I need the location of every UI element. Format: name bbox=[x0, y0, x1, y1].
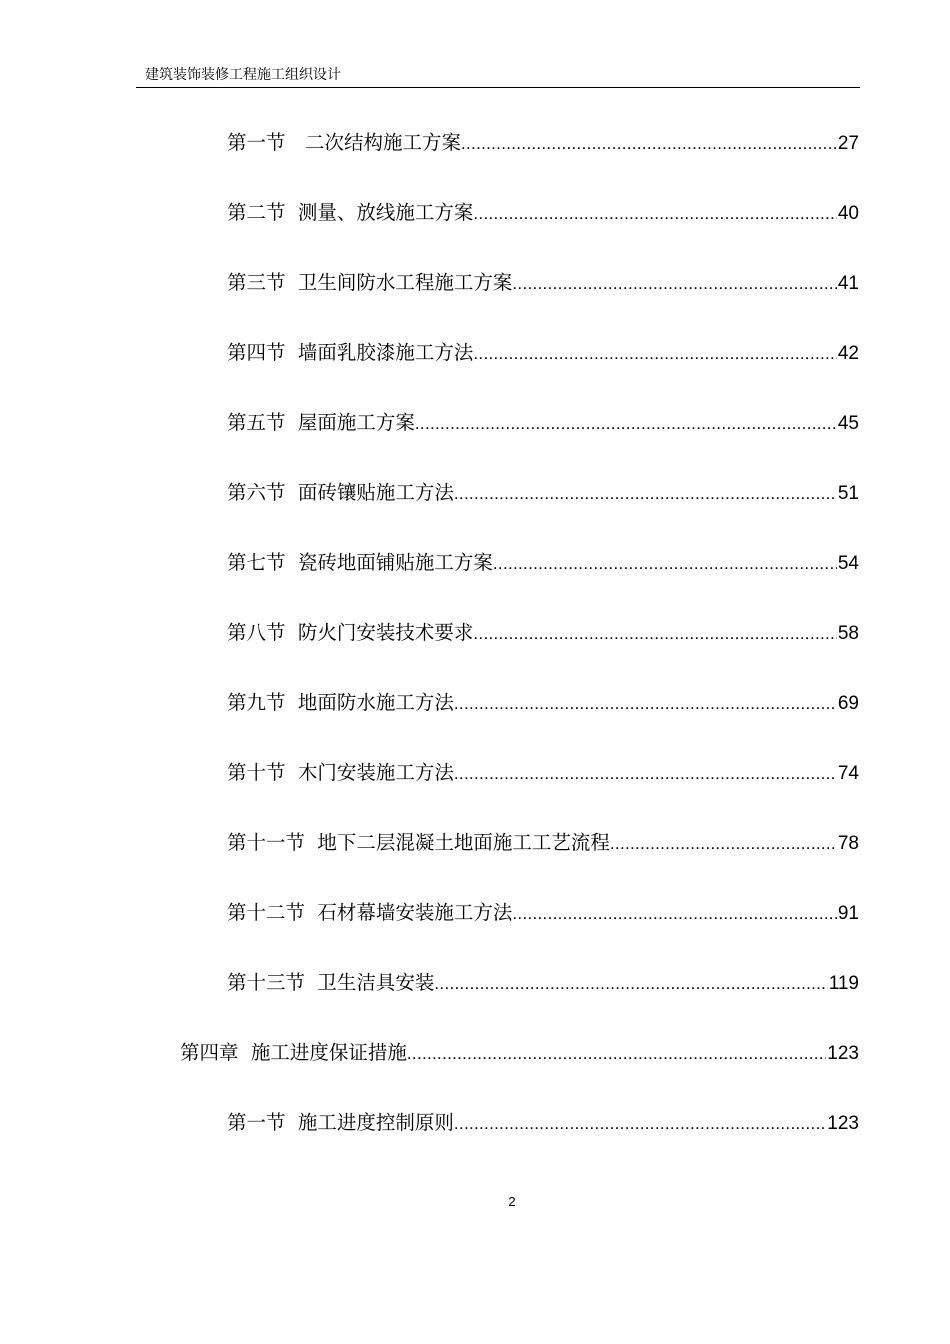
toc-entry-label: 第四节 墙面乳胶漆施工方法 bbox=[227, 341, 474, 364]
toc-leader-dots bbox=[473, 621, 836, 647]
toc-entry-page: 45 bbox=[837, 413, 859, 434]
toc-leader-dots bbox=[512, 901, 836, 927]
toc-leader-dots bbox=[434, 971, 827, 997]
toc-entry-label: 第十一节 地下二层混凝土地面施工工艺流程 bbox=[227, 831, 610, 854]
toc-leader-dots bbox=[454, 481, 837, 507]
toc-entry-page: 27 bbox=[837, 133, 859, 154]
toc-leader-dots bbox=[610, 831, 837, 857]
toc-entry-page: 123 bbox=[827, 1043, 859, 1064]
document-title: 建筑装饰装修工程施工组织设计 bbox=[145, 67, 341, 83]
toc-entry-page: 54 bbox=[837, 553, 859, 574]
toc-entry-label: 第十三节 卫生洁具安装 bbox=[227, 971, 435, 994]
toc-entry bbox=[227, 550, 859, 576]
toc-entry bbox=[227, 970, 859, 996]
toc-leader-dots bbox=[454, 691, 837, 717]
toc-entry bbox=[227, 900, 859, 926]
page-number: 2 bbox=[508, 1194, 516, 1209]
toc-entry-page: 42 bbox=[837, 343, 859, 364]
toc-leader-dots bbox=[512, 271, 836, 297]
toc-leader-dots bbox=[415, 411, 837, 437]
toc-entry bbox=[227, 1110, 859, 1136]
toc-entry-label: 第十节 木门安装施工方法 bbox=[227, 761, 454, 784]
toc-leader-dots bbox=[473, 201, 836, 227]
toc-entry-page: 69 bbox=[837, 693, 859, 714]
toc-entry-label: 第七节 瓷砖地面铺贴施工方案 bbox=[227, 551, 493, 574]
toc-entry-page: 74 bbox=[837, 763, 859, 784]
toc-leader-dots bbox=[454, 761, 837, 787]
toc-entry-label: 第一节 施工进度控制原则 bbox=[227, 1111, 454, 1134]
toc-entry-page: 123 bbox=[827, 1113, 859, 1134]
toc-entry-page: 51 bbox=[837, 483, 859, 504]
toc-leader-dots bbox=[407, 1041, 826, 1067]
toc-entry-label: 第六节 面砖镶贴施工方法 bbox=[227, 481, 454, 504]
toc-entry-page: 91 bbox=[837, 903, 859, 924]
toc-entry bbox=[227, 270, 859, 296]
toc-entry-page: 41 bbox=[837, 273, 859, 294]
toc-entry-page: 119 bbox=[828, 973, 859, 994]
toc-entry bbox=[227, 410, 859, 436]
toc-entry-label: 第二节 测量、放线施工方案 bbox=[227, 201, 474, 224]
toc-entry bbox=[227, 690, 859, 716]
toc-entry-label: 第四章 施工进度保证措施 bbox=[180, 1041, 407, 1064]
toc-entry bbox=[227, 760, 859, 786]
toc-chapter-entry bbox=[180, 1040, 859, 1066]
toc-entry bbox=[227, 620, 859, 646]
toc-leader-dots bbox=[473, 341, 836, 367]
toc-leader-dots bbox=[493, 551, 837, 577]
toc-entry-label: 第一节 二次结构施工方案 bbox=[227, 131, 462, 154]
toc-entry bbox=[227, 200, 859, 226]
toc-entry bbox=[227, 830, 859, 856]
toc-entry bbox=[227, 130, 859, 156]
toc-entry-label: 第三节 卫生间防水工程施工方案 bbox=[227, 271, 513, 294]
toc-entry-page: 58 bbox=[837, 623, 859, 644]
toc-entry-label: 第十二节 石材幕墙安装施工方法 bbox=[227, 901, 513, 924]
toc-leader-dots bbox=[461, 131, 837, 157]
toc-entry-label: 第九节 地面防水施工方法 bbox=[227, 691, 454, 714]
toc-leader-dots bbox=[454, 1111, 826, 1137]
toc-entry-page: 78 bbox=[837, 833, 859, 854]
toc-entry-label: 第五节 屋面施工方案 bbox=[227, 411, 415, 434]
toc-entry-page: 40 bbox=[837, 203, 859, 224]
toc-entry bbox=[227, 340, 859, 366]
toc-entry-label: 第八节 防火门安装技术要求 bbox=[227, 621, 474, 644]
toc-entry bbox=[227, 480, 859, 506]
